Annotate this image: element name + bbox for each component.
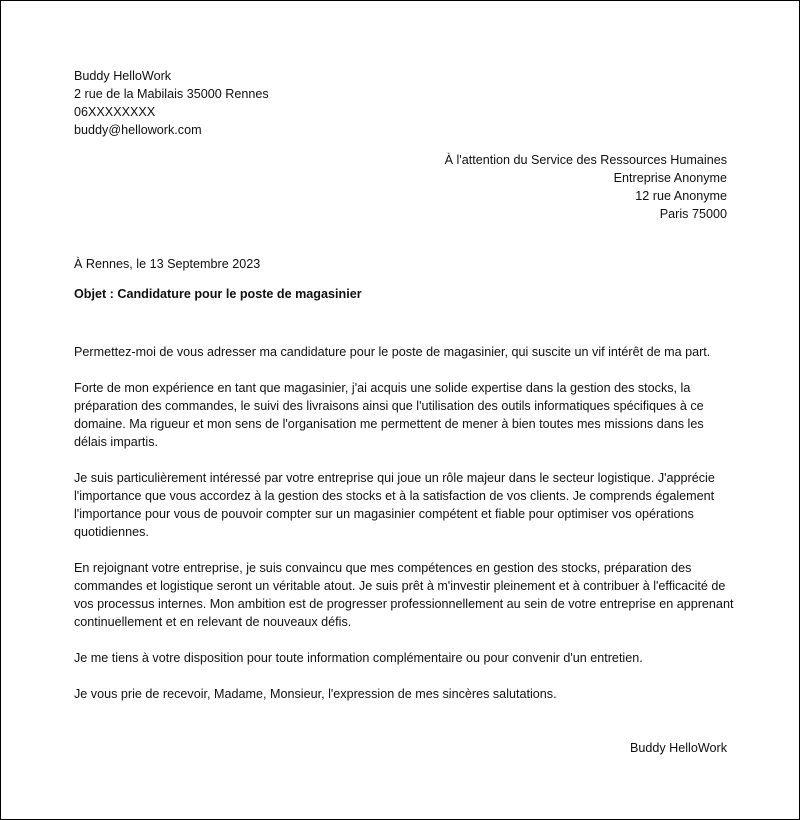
sender-phone: 06XXXXXXXX [74,105,156,119]
recipient-block [445,151,727,223]
closing-paragraph: Je vous prie de recevoir, Madame, Monsieur, l'expression de mes sincères salutations. [74,687,557,701]
sender-address: 2 rue de la Mabilais 35000 Rennes [74,87,269,101]
body-paragraph: Permettez-moi de vous adresser ma candidature pour le poste de magasinier, qui suscite un vif intérêt de ma part. [74,345,711,359]
sender-email: buddy@hellowork.com [74,123,202,137]
recipient-company: Entreprise Anonyme [613,171,727,185]
subject-line: Objet : Candidature pour le poste de magasinier [74,287,362,301]
signature: Buddy HelloWork [629,741,727,755]
sender-block [74,67,269,139]
body-paragraph: En rejoignant votre entreprise, je suis convaincu que mes compétences en gestion des stocks, préparation des commandes et logistique seront un véritable atout. Je suis prêt à m'investir pleinement et à contribuer à l'efficacité de vos processus internes. Mon ambition est de progresser professionnellement au sein de votre entreprise en apprenant continuellement et en relevant de nouveaux défis. [74,561,734,629]
recipient-attention: À l'attention du Service des Ressources Humaines [444,153,727,167]
body-paragraph: Je me tiens à votre disposition pour toute information complémentaire ou pour convenir d'un entretien. [74,651,643,665]
sender-name: Buddy HelloWork [74,69,172,83]
letter-body [74,343,734,721]
body-paragraph: Je suis particulièrement intéressé par votre entreprise qui joue un rôle majeur dans le secteur logistique. J'apprécie l'importance que vous accordez à la gestion des stocks et à la satisfaction de vos clients. Je comprends également l'importance pour vous de pouvoir compter sur un magasinier compétent et fiable pour optimiser vos opérations quotidiennes. [74,471,715,539]
recipient-street: 12 rue Anonyme [635,189,727,203]
recipient-city: Paris 75000 [659,207,727,221]
date-line: À Rennes, le 13 Septembre 2023 [74,257,261,271]
body-paragraph: Forte de mon expérience en tant que magasinier, j'ai acquis une solide expertise dans la gestion des stocks, la préparation des commandes, le suivi des livraisons ainsi que l'utilisation des outils informatiques spécifiques à ce domaine. Ma rigueur et mon sens de l'organisation me permettent de mener à bien toutes mes missions dans les délais impartis. [74,381,704,449]
